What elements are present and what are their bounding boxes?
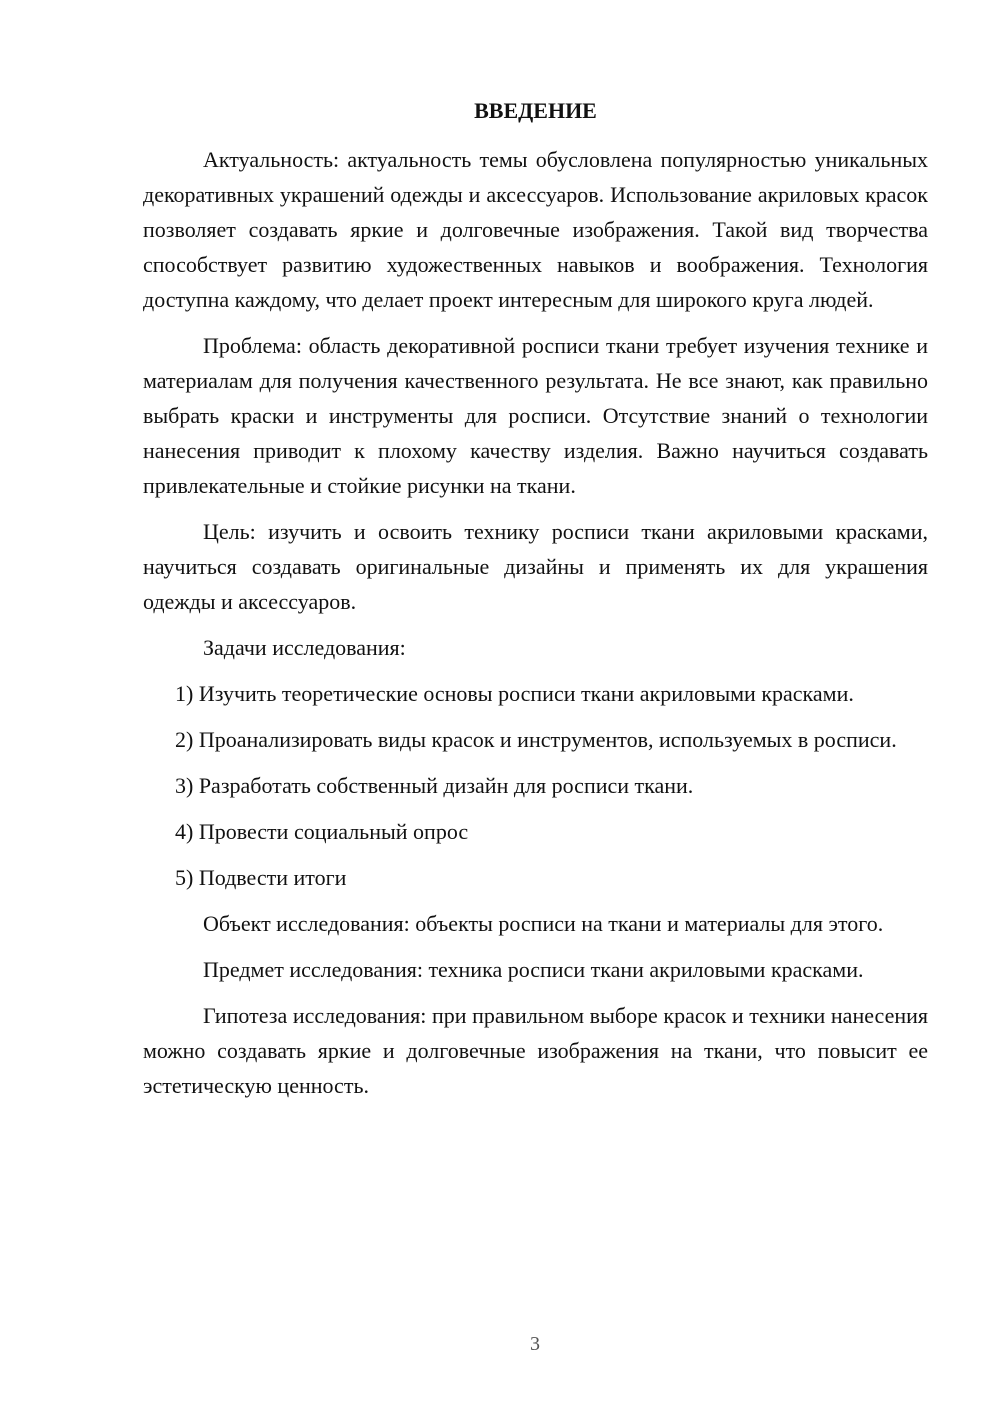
page-number: 3	[530, 1333, 540, 1355]
object-paragraph: Объект исследования: объекты росписи на ткани и материалы для этого.	[203, 911, 884, 936]
tasks-list	[143, 676, 928, 895]
tasks-title: Задачи исследования:	[203, 635, 406, 660]
task-item: 4) Провести социальный опрос	[175, 819, 469, 844]
task-item: 3) Разработать собственный дизайн для росписи ткани.	[175, 773, 694, 798]
hypothesis-paragraph: Гипотеза исследования: при правильном выборе красок и техники нанесения можно создавать яркие и долговечные изображения на ткани, что повысит ее эстетическую ценность.	[143, 1003, 928, 1098]
subject-paragraph: Предмет исследования: техника росписи ткани акриловыми красками.	[203, 957, 864, 982]
relevance-paragraph: Актуальность: актуальность темы обусловлена популярностью уникальных декоративных украшений одежды и аксессуаров. Использование акриловых красок позволяет создавать яркие и долговечные изображения. Такой вид творчества способствует развитию художественных навыков и воображения. Технология доступна каждому, что делает проект интересным для широкого круга людей.	[143, 147, 928, 312]
goal-paragraph: Цель: изучить и освоить технику росписи ткани акриловыми красками, научиться создавать оригинальные дизайны и применять их для украшения одежды и аксессуаров.	[143, 519, 928, 614]
task-item: 2) Проанализировать виды красок и инструментов, используемых в росписи.	[175, 727, 897, 752]
task-item: 5) Подвести итоги	[175, 865, 347, 890]
problem-paragraph: Проблема: область декоративной росписи ткани требует изучения технике и материалам для получения качественного результата. Не все знают, как правильно выбрать краски и инструменты для росписи. Отсутствие знаний о технологии нанесения приводит к плохому качеству изделия. Важно научиться создавать привлекательные и стойкие рисунки на ткани.	[143, 333, 928, 498]
page-title: ВВЕДЕНИЕ	[474, 98, 597, 123]
document-body	[143, 142, 928, 1114]
task-item: 1) Изучить теоретические основы росписи ткани акриловыми красками.	[175, 681, 854, 706]
